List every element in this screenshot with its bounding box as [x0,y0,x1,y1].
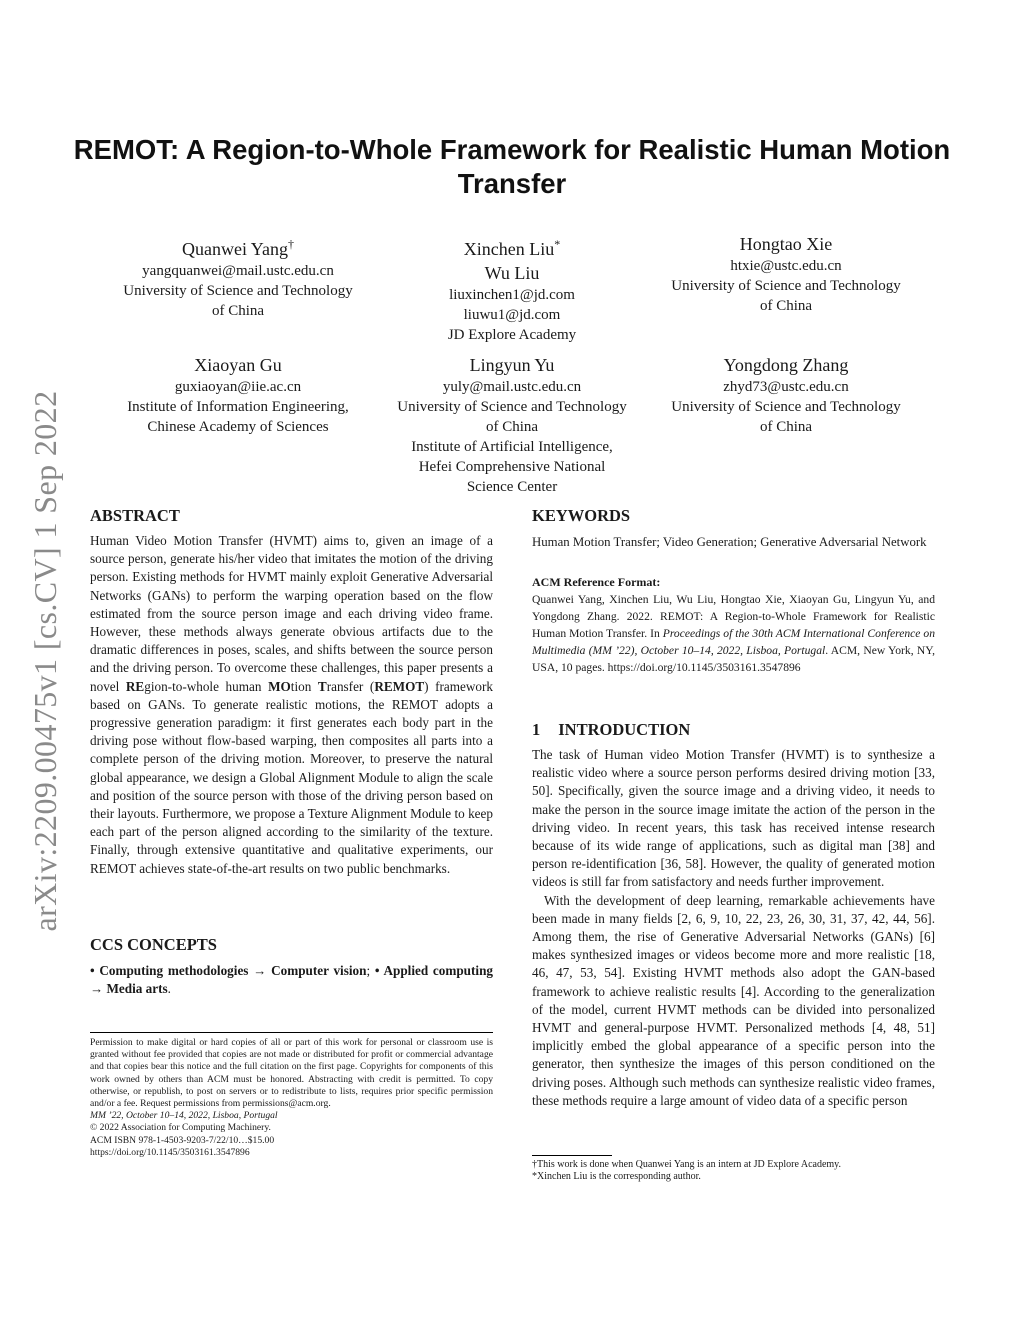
footer-rule [90,1032,493,1033]
ccs-text: • Computing methodologies → Computer vision; • Applied computing → Media arts. [90,963,494,997]
author-line: Chinese Academy of Sciences [147,419,329,435]
author-mark: * [554,237,561,251]
acm-reference [532,574,935,676]
footnotes [532,1159,935,1183]
author-block [380,353,644,497]
author-line: Institute of Information Engineering, [127,399,349,415]
paper-title: REMOT: A Region-to-Whole Framework for Realistic Human Motion Transfer [73,134,951,199]
author-line: University of Science and Technology [397,399,627,415]
author-line: University of Science and Technology [671,399,901,415]
author-block [653,353,919,437]
author-line: yuly@mail.ustc.edu.cn [442,379,582,395]
abstract-section [90,506,493,878]
author-name: Wu Liu [484,263,540,283]
footnote: †This work is done when Quanwei Yang is an intern at JD Explore Academy. [532,1159,842,1170]
author-name: Quanwei Yang [182,239,288,259]
author-line: Institute of Artificial Intelligence, [411,439,613,455]
isbn-line: ACM ISBN 978-1-4503-9203-7/22/10…$15.00 [90,1134,275,1146]
author-line: of China [759,419,813,435]
author-line: University of Science and Technology [123,283,353,299]
author-line: of China [211,303,265,319]
author-name: Xinchen Liu [463,239,555,259]
permission-text: Permission to make digital or hard copies of all or part of this work for personal or classroom use is granted without fee provided that copies are not made or distributed for profit or commercial advantage and that copies bear this notice and the full citation on the first page. Copyrights for components of this work owned by others than ACM must be honored. Abstracting with credit is permitted. To copy otherwise, or republish, to post on servers or to redistribute to lists, requires prior specific permission and/or a fee. Request permissions from permissions@acm.org. [90,1037,493,1110]
author-line: University of Science and Technology [671,278,901,294]
paragraph: With the development of deep learning, remarkable achievements have been made in many fields [2, 6, 9, 10, 22, 23, 26, 30, 31, 37, 42, 44, 56]. Among them, the rise of Generative Adversarial Networks (GANs) [6] makes synthesized images or videos become more and more realistic [18, 46, 47, 53, 54]. Existing HVMT methods also adopt the GAN-based framework to achieve realistic results [4]. According to the generalization of the model, current HVMT methods can be divided into personalized HVMT and general-purpose HVMT. Personalized methods [4, 48, 51] implicitly embed the global appearance of a specific person into the generator, then synthesize the images of this person conditioned on the driving poses. Although such methods can synthesize realistic video frames, these methods require a large amount of video data of a specific person [532,892,935,1108]
author-line: of China [485,419,539,435]
author-line: htxie@ustc.edu.cn [730,258,842,274]
author-line: Hefei Comprehensive National [418,459,606,475]
author-name: Yongdong Zhang [723,355,849,375]
abstract-text: Human Video Motion Transfer (HVMT) aims to, given an image of a source person, generate his/her video that imitates the motion of the driving person. Existing methods for HVMT mainly exploit Generative Adversarial Networks (GANs) to perform the warping operation based on the flow estimated from the source person image and each driving video frame. However, these methods always generate obvious artifacts due to the dramatic differences in poses, scales, and shifts between the source person and the driving person. To overcome these challenges, this paper presents a novel REgion-to-whole human MOtion Transfer (REMOT) framework based on GANs. To generate realistic motions, the REMOT adopts a progressive generation paradigm: it first generates each body part in the driving pose without flow-based warping, then composites all parts into a complete person of the driving motion. Moreover, to preserve the natural global appearance, we design a Global Alignment Module to align the scale and position of the source person with those of the driving person based on their layouts. Furthermore, we propose a Texture Alignment Module to keep each part of the person aligned according to the similarity of the texture. Finally, through extensive quantitative and qualitative experiments, our REMOT achieves state-of-the-art results on two public benchmarks. [90,533,493,876]
author-line: liuxinchen1@jd.com [449,287,575,303]
author-line: of China [759,298,813,314]
section-heading: ABSTRACT [90,506,180,525]
intro-section [532,720,935,1110]
author-line: liuwu1@jd.com [463,307,561,323]
paragraph: The task of Human video Motion Transfer (HVMT) is to synthesize a realistic video where a source person performs desired driving motion [33, 50]. Specifically, given the source image and a driving video, it needs to make the person in the source image imitate the action of the person in the driving video. In recent years, this task has received intense research because of its wide range of applications, such as digital man [38] and person re-identification [36, 58]. However, the quality of generated motion videos is still far from satisfactory and needs further improvement. [532,747,935,890]
ccs-section [90,935,493,998]
author-line: guxiaoyan@iie.ac.cn [174,379,302,395]
author-mark: † [288,237,294,251]
keywords-section [532,506,935,551]
author-line: Science Center [466,479,558,495]
author-name: Xiaoyan Gu [194,355,282,375]
acm-ref-heading: ACM Reference Format: [532,575,661,589]
author-line: zhyd73@ustc.edu.cn [723,379,849,395]
keywords-text: Human Motion Transfer; Video Generation; Generative Adversarial Network [532,535,927,549]
author-block [105,232,371,321]
author-line: JD Explore Academy [447,327,577,343]
author-name: Lingyun Yu [469,355,555,375]
permission-block [90,1037,493,1159]
arxiv-stamp: arXiv:2209.00475v1 [cs.CV] 1 Sep 2022 [27,390,63,932]
author-block [653,232,919,316]
section-heading: CCS CONCEPTS [90,935,217,954]
copyright-line: © 2022 Association for Computing Machinery. [90,1122,271,1134]
author-name: Hongtao Xie [739,234,833,254]
intro-text [532,746,935,1110]
acm-ref-text: Quanwei Yang, Xinchen Liu, Wu Liu, Hongtao Xie, Xiaoyan Gu, Lingyun Yu, and Yongdong Zhang. 2022. REMOT: A Region-to-Whole Framework for Realistic Human Motion Transfer. In Proceedings of the 30th ACM International Conference on Multimedia (MM ’22), October 10–14, 2022, Lisboa, Portugal. ACM, New York, NY, USA, 10 pages. https://doi.org/10.1145/3503161.3547896 [532,593,935,674]
footnote-rule [532,1155,612,1156]
section-heading: 1 INTRODUCTION [532,720,691,739]
venue-line: MM ’22, October 10–14, 2022, Lisboa, Portugal [90,1110,278,1122]
footnote: *Xinchen Liu is the corresponding author. [532,1171,701,1183]
author-line: yangquanwei@mail.ustc.edu.cn [142,263,334,279]
author-block [380,232,644,345]
doi-link[interactable]: https://doi.org/10.1145/3503161.3547896 [90,1146,250,1158]
author-block [105,353,371,437]
section-heading: KEYWORDS [532,506,631,525]
